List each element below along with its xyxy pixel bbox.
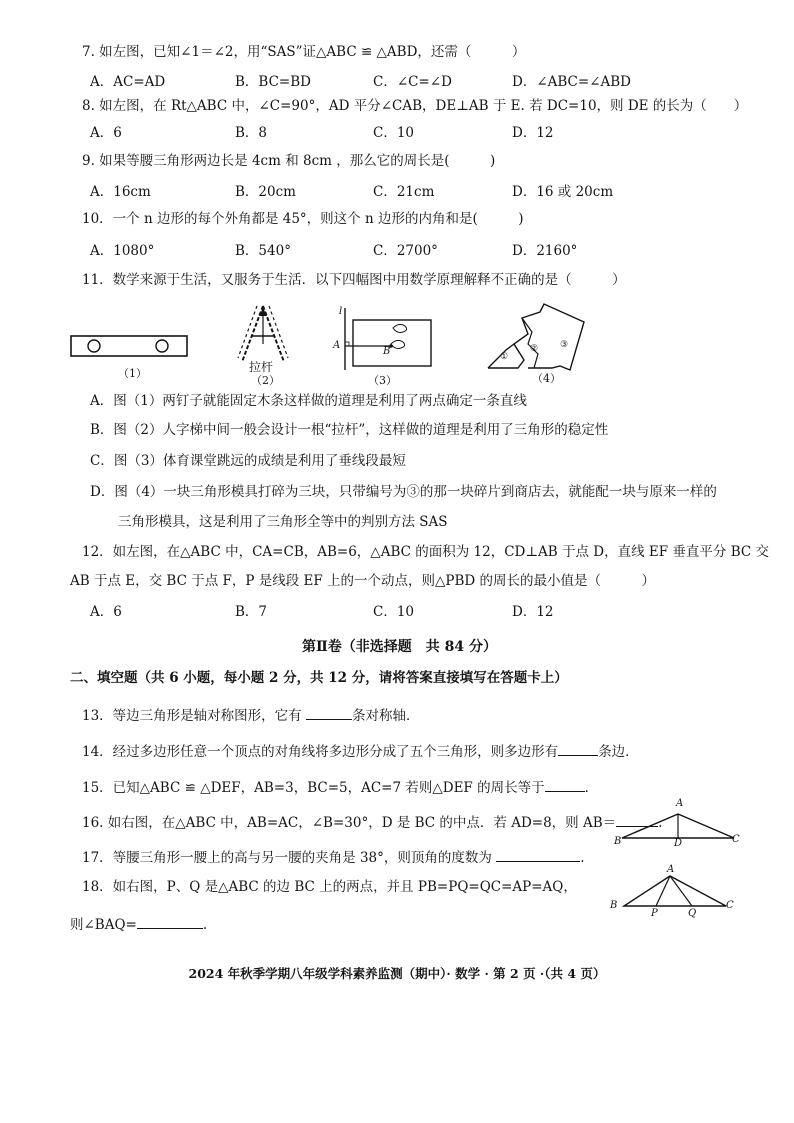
q18-label-b: B <box>610 900 618 911</box>
q15-text-before: 15．已知△ABC ≌ △DEF，AB=3，BC=5，AC=7 若则△DEF 的周长等于 <box>82 780 545 796</box>
q12-option-b: B．7 <box>235 604 268 620</box>
question-7-stem: 7. 如左图，已知∠1＝∠2，用“SAS”证△ABC ≌ △ABD，还需（ ） <box>82 44 526 60</box>
q18-label-q: Q <box>688 908 697 919</box>
question-16 <box>82 811 662 831</box>
q10-option-d: D．2160° <box>512 243 578 259</box>
q11-option-a: A．图（1）两钉子就能固定木条这样做的道理是利用了两点确定一条直线 <box>90 393 527 409</box>
q18-label-a: A <box>667 864 675 875</box>
q16-label-d: D <box>674 838 683 849</box>
figure-3-label-a: A <box>333 340 341 351</box>
q12-option-a: A．6 <box>90 604 122 620</box>
figure-4-caption: （4） <box>532 372 561 385</box>
q8-option-a: A．6 <box>90 125 122 141</box>
question-12-stem-line2: AB 于点 E，交 BC 于点 F，P 是线段 EF 上的一个动点，则△PBD 的周长的最小值是（ ） <box>70 573 656 589</box>
q10-option-c: C．2700° <box>373 243 438 259</box>
q9-option-d: D．16 或 20cm <box>512 184 614 200</box>
q7-option-d: D．∠ABC=∠ABD <box>512 74 632 90</box>
page-footer: 2024 年秋季学期八年级学科素养监测（期中）· 数学 · 第 2 页 ·（共 4 页） <box>188 966 606 981</box>
q13-text-before: 13．等边三角形是轴对称图形，它有 <box>82 708 302 724</box>
figure-2-caption: （2） <box>251 374 280 387</box>
q9-option-b: B．20cm <box>235 184 296 200</box>
q17-text-before: 17．等腰三角形一腰上的高与另一腰的夹角是 38°，则顶角的度数为 <box>82 850 492 866</box>
q11-option-d: D．图（4）一块三角形模具打碎为三块，只带编号为③的那一块碎片到商店去，就能配一块与原来一样的 <box>90 484 717 500</box>
section-2-title: 第Ⅱ卷（非选择题 共 84 分） <box>302 639 498 655</box>
figure-3-label-b: B <box>383 346 391 357</box>
q18-triangle-figure <box>622 872 728 912</box>
figure-4-piece-1: ① <box>500 352 509 362</box>
q12-option-d: D．12 <box>512 604 554 620</box>
q10-option-a: A．1080° <box>90 243 155 259</box>
q16-label-c: C <box>732 834 740 845</box>
q14-text-after: 条边． <box>598 744 639 760</box>
question-9-stem: 9. 如果等腰三角形两边长是 4cm 和 8cm ，那么它的周长是( ) <box>82 153 496 169</box>
q9-option-c: C．21cm <box>373 184 435 200</box>
figure-2-pull-rod-label: 拉杆 <box>249 360 274 374</box>
q8-option-c: C．10 <box>373 125 415 141</box>
q17-answer-blank[interactable] <box>496 849 580 862</box>
q12-option-c: C．10 <box>373 604 415 620</box>
question-11-stem: 11．数学来源于生活，又服务于生活．以下四幅图中用数学原理解释不正确的是（ ） <box>82 272 626 288</box>
question-14 <box>82 740 639 760</box>
figure-2-ladder <box>238 304 288 366</box>
q16-text-after: . <box>658 815 663 831</box>
q18-label-p: P <box>651 908 658 919</box>
q11-option-c: C．图（3）体育课堂跳远的成绩是利用了垂线段最短 <box>90 453 406 469</box>
figure-4-piece-3: ③ <box>560 340 569 350</box>
q7-option-a: A．AC=AD <box>90 74 166 90</box>
q11-option-b: B．图（2）人字梯中间一般会设计一根“拉杆”，这样做的道理是利用了三角形的稳定性 <box>90 422 609 438</box>
q15-answer-blank[interactable] <box>545 779 585 792</box>
q14-answer-blank[interactable] <box>558 743 598 756</box>
figure-3-long-jump <box>333 308 433 370</box>
q11-option-d-continued: 三角形模具，这是利用了三角形全等中的判别方法 SAS <box>118 514 448 530</box>
q16-label-a: A <box>676 798 684 809</box>
q8-option-b: B．8 <box>235 125 268 141</box>
question-18-line1: 18．如右图，P、Q 是△ABC 的边 BC 上的两点，并且 PB=PQ=QC=AP=AQ， <box>82 879 577 895</box>
q16-label-b: B <box>614 836 622 847</box>
q13-text-after: 条对称轴． <box>351 708 420 724</box>
q8-option-d: D．12 <box>512 125 554 141</box>
q16-text-before: 16. 如右图，在△ABC 中，AB=AC，∠B=30°，D 是 BC 的中点．若 AD=8，则 AB＝ <box>82 815 617 831</box>
question-8-stem: 8. 如左图，在 Rt△ABC 中，∠C=90°，AD 平分∠CAB，DE⊥AB 于 E. 若 DC=10，则 DE 的长为（ ） <box>82 98 748 114</box>
q13-answer-blank[interactable] <box>306 707 352 720</box>
figure-3-caption: （3） <box>368 374 397 387</box>
q7-option-c: C．∠C=∠D <box>373 74 452 90</box>
q10-option-b: B．540° <box>235 243 291 259</box>
question-18-line2 <box>70 913 207 933</box>
q18-answer-blank[interactable] <box>137 916 203 929</box>
figure-4-piece-2: ② <box>530 344 539 354</box>
q7-option-b: B．BC=BD <box>235 74 311 90</box>
q18-text-after: . <box>202 917 208 933</box>
q14-text-before: 14．经过多边形任意一个顶点的对角线将多边形分成了五个三角形，则多边形有 <box>82 744 559 760</box>
section-2-heading: 二、填空题（共 6 小题，每小题 2 分，共 12 分，请将答案直接填写在答题卡上） <box>70 670 568 686</box>
q18-label-c: C <box>726 900 734 911</box>
question-10-stem: 10．一个 n 边形的每个外角都是 45°，则这个 n 边形的内角和是( ) <box>82 211 524 227</box>
figure-1-caption: （1） <box>118 367 147 380</box>
q15-text-after: ． <box>584 780 599 796</box>
question-13 <box>82 704 419 724</box>
figure-1-wood-strip <box>70 332 190 360</box>
q18-text-before: 则∠BAQ= <box>70 917 137 933</box>
q9-option-a: A．16cm <box>90 184 151 200</box>
question-12-stem-line1: 12．如左图，在△ABC 中，CA=CB，AB=6，△ABC 的面积为 12，CD⊥AB 于点 D，直线 EF 垂直平分 BC 交 <box>82 544 770 560</box>
question-15 <box>82 776 598 796</box>
figure-3-label-l: l <box>339 306 343 317</box>
question-17 <box>82 846 585 866</box>
q17-text-after: . <box>580 850 585 866</box>
